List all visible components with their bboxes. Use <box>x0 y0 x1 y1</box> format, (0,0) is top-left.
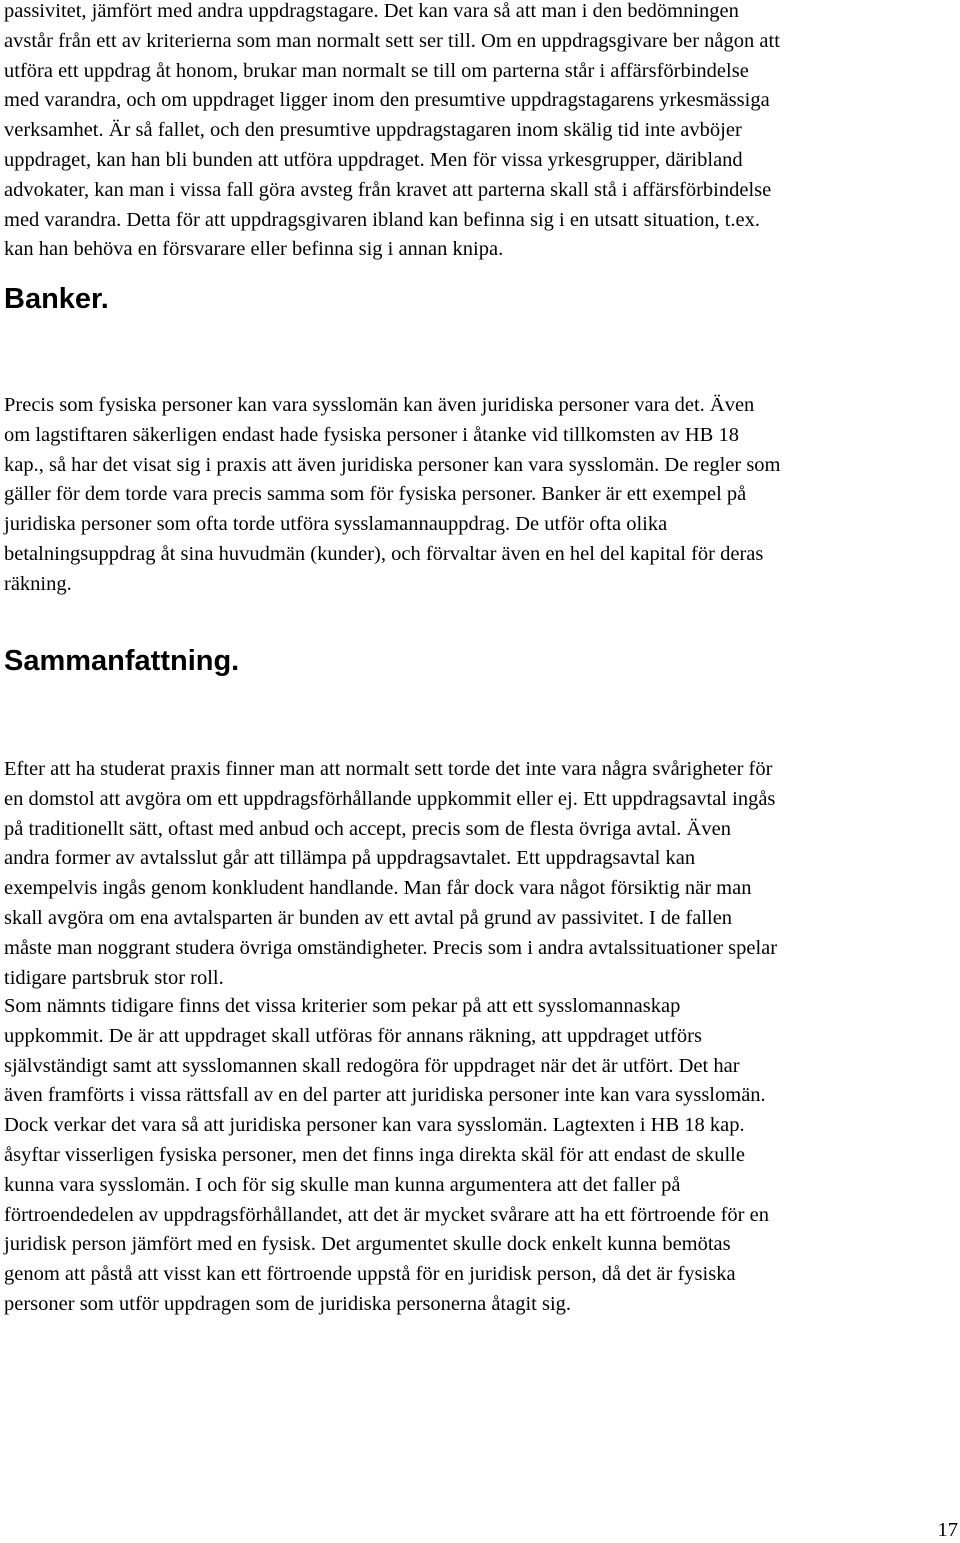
text-line: Som nämnts tidigare finns det vissa kriterier som pekar på att ett sysslomannaskap <box>4 995 681 1017</box>
text-line: genom att påstå att visst kan ett förtroende uppstå för en juridisk person, då det är fysiska <box>4 1263 736 1286</box>
section-heading-banker: Banker. <box>4 283 109 315</box>
text-line: gäller för dem torde vara precis samma som för fysiska personer. Banker är ett exempel på <box>4 483 747 506</box>
text-line: om lagstiftaren säkerligen endast hade fysiska personer i åtanke vid tillkomsten av HB 18 <box>4 423 739 446</box>
text-line: förtroendedelen av uppdragsförhållandet, att det är mycket svårare att ha ett förtroende för en <box>4 1203 769 1226</box>
text-line: kap., så har det visat sig i praxis att även juridiska personer kan vara sysslomän. De regler som <box>4 453 781 476</box>
text-line: passivitet, jämfört med andra uppdragstagare. Det kan vara så att man i den bedömningen <box>4 0 739 22</box>
text-line: Dock verkar det vara så att juridiska personer kan vara sysslomän. Lagtexten i HB 18 kap. <box>4 1114 745 1137</box>
intro-paragraph <box>4 0 780 265</box>
text-line: en domstol att avgöra om ett uppdragsförhållande uppkommit eller ej. Ett uppdragsavtal ingås <box>4 787 776 810</box>
text-line: advokater, kan man i vissa fall göra avsteg från kravet att parterna skall stå i affärsförbindelse <box>4 178 772 201</box>
text-line: juridiska personer som ofta torde utföra sysslamannauppdrag. De utför ofta olika <box>4 513 668 536</box>
text-line: kunna vara sysslomän. I och för sig skulle man kunna argumentera att det faller på <box>4 1173 681 1196</box>
text-line: Precis som fysiska personer kan vara sysslomän kan även juridiska personer vara det. Även <box>4 394 755 416</box>
text-line: skall avgöra om ena avtalsparten är bunden av ett avtal på grund av passivitet. I de fallen <box>4 906 733 929</box>
text-line: andra former av avtalsslut går att tillämpa på uppdragsavtalet. Ett uppdragsavtal kan <box>4 847 696 870</box>
text-line: uppkommit. De är att uppdraget skall utföras för annans räkning, att uppdraget utförs <box>4 1024 702 1047</box>
page-number: 17 <box>937 1519 958 1541</box>
text-line: utföra ett uppdrag åt honom, brukar man normalt se till om parterna står i affärsförbindelse <box>4 59 749 82</box>
text-line: åsyftar visserligen fysiska personer, men det finns inga direkta skäl för att endast de skulle <box>4 1143 745 1166</box>
text-line: betalningsuppdrag åt sina huvudmän (kunder), och förvaltar även en hel del kapital för deras <box>4 542 764 565</box>
text-line: tidigare partsbruk stor roll. <box>4 966 224 989</box>
text-line: uppdraget, kan han bli bunden att utföra uppdraget. Men för vissa yrkesgrupper, däribland <box>4 148 743 171</box>
banker-paragraph <box>4 391 781 600</box>
text-line: avstår från ett av kriterierna som man normalt sett ser till. Om en uppdragsgivare ber någon att <box>4 29 780 52</box>
text-line: Efter att ha studerat praxis finner man att normalt sett torde det inte vara några svårigheter för <box>4 758 773 780</box>
text-line: verksamhet. Är så fallet, och den presumtive uppdragstagaren inom skälig tid inte avböjer <box>4 119 742 142</box>
section-heading-summary: Sammanfattning. <box>4 645 240 677</box>
text-line: på traditionellt sätt, oftast med anbud och accept, precis som de flesta övriga avtal. Även <box>4 817 731 840</box>
text-line: med varandra, och om uppdraget ligger inom den presumtive uppdragstagarens yrkesmässiga <box>4 89 770 112</box>
text-line: med varandra. Detta för att uppdragsgivaren ibland kan befinna sig i en utsatt situation, t.ex. <box>4 208 760 231</box>
text-line: räkning. <box>4 572 72 595</box>
text-line: juridisk person jämfört med en fysisk. Det argumentet skulle dock enkelt kunna bemötas <box>4 1233 731 1256</box>
text-line: exempelvis ingås genom konkludent handlande. Man får dock vara något försiktig när man <box>4 877 752 900</box>
text-line: måste man noggrant studera övriga omständigheter. Precis som i andra avtalssituationer spelar <box>4 936 778 959</box>
text-line: kan han behöva en försvarare eller befinna sig i annan knipa. <box>4 238 504 261</box>
summary-paragraph-2 <box>4 992 769 1320</box>
text-line: personer som utför uppdragen som de juridiska personerna åtagit sig. <box>4 1292 572 1315</box>
summary-paragraph-1 <box>4 755 777 993</box>
text-line: även framförts i vissa rättsfall av en del parter att juridiska personer inte kan vara sysslomän. <box>4 1084 766 1107</box>
text-line: självständigt samt att sysslomannen skall redogöra för uppdraget när det är utfört. Det har <box>4 1054 740 1077</box>
